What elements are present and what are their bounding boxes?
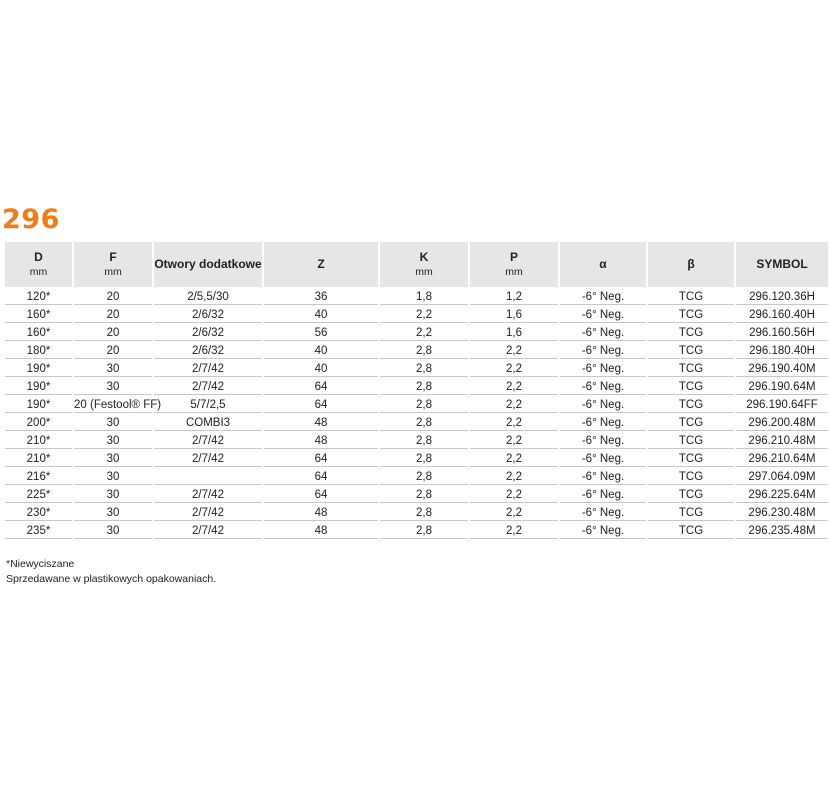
table-cell: TCG <box>648 487 734 503</box>
table-cell: 30 <box>74 523 152 539</box>
table-row <box>5 469 828 485</box>
table-row <box>5 487 828 503</box>
column-header <box>648 242 734 287</box>
table-cell: TCG <box>648 307 734 323</box>
table-cell: 30 <box>74 379 152 395</box>
table-cell: 30 <box>74 487 152 503</box>
table-row <box>5 451 828 467</box>
table-cell: 64 <box>264 379 378 395</box>
table-cell: 210* <box>5 433 72 449</box>
column-header <box>380 242 468 287</box>
table-cell: 2,2 <box>470 505 558 521</box>
table-cell: 1,6 <box>470 307 558 323</box>
table-cell: 2/6/32 <box>154 325 262 341</box>
table-cell: 296.210.48M <box>736 433 828 449</box>
table-cell: 296.190.64M <box>736 379 828 395</box>
table-cell: 30 <box>74 469 152 485</box>
table-cell: 64 <box>264 487 378 503</box>
table-cell: 48 <box>264 433 378 449</box>
column-header-label: β <box>687 257 695 271</box>
table-cell: 296.120.36H <box>736 289 828 305</box>
table-row <box>5 397 828 413</box>
table-cell: -6° Neg. <box>560 433 646 449</box>
table-cell: 48 <box>264 523 378 539</box>
table-cell: 2,2 <box>470 487 558 503</box>
table-cell: 2,8 <box>380 451 468 467</box>
table-cell: 20 (Festool® FF) <box>74 397 152 413</box>
table-cell: 40 <box>264 361 378 377</box>
column-header-unit: mm <box>505 265 523 278</box>
notes <box>6 557 216 587</box>
table-cell: TCG <box>648 451 734 467</box>
header-row <box>5 242 828 287</box>
table-cell: -6° Neg. <box>560 379 646 395</box>
column-header-label: F <box>109 249 117 264</box>
table-cell: 190* <box>5 361 72 377</box>
column-header <box>154 242 262 287</box>
table-cell: TCG <box>648 343 734 359</box>
table-cell: 2,2 <box>470 379 558 395</box>
table-cell: 2,8 <box>380 343 468 359</box>
table-cell: -6° Neg. <box>560 469 646 485</box>
table-row <box>5 379 828 395</box>
table-cell: 296.190.64FF <box>736 397 828 413</box>
table-cell: 2,8 <box>380 397 468 413</box>
table-cell <box>154 469 262 485</box>
column-header-label: K <box>419 249 429 264</box>
column-header <box>5 242 72 287</box>
table-cell: 64 <box>264 451 378 467</box>
table-cell: 190* <box>5 397 72 413</box>
table-cell: TCG <box>648 361 734 377</box>
packaging-note: Sprzedawane w plastikowych opakowaniach. <box>6 573 217 585</box>
table-cell: -6° Neg. <box>560 343 646 359</box>
table-cell: 64 <box>264 397 378 413</box>
table-cell: 1,2 <box>470 289 558 305</box>
table-cell: 1,6 <box>470 325 558 341</box>
table-row <box>5 433 828 449</box>
product-code-title: 296 <box>2 204 60 235</box>
table-row <box>5 289 828 305</box>
table-cell: 20 <box>74 307 152 323</box>
table-cell: 20 <box>74 325 152 341</box>
table-cell: -6° Neg. <box>560 307 646 323</box>
table-cell: 296.160.40H <box>736 307 828 323</box>
table-cell: TCG <box>648 289 734 305</box>
table-cell: 36 <box>264 289 378 305</box>
table-cell: 2,8 <box>380 433 468 449</box>
table-cell: 2,2 <box>470 523 558 539</box>
table-cell: 2/7/42 <box>154 451 262 467</box>
table-cell: 296.200.48M <box>736 415 828 431</box>
table-cell: -6° Neg. <box>560 505 646 521</box>
column-header-label: Otwory dodatkowe <box>154 257 262 271</box>
table-cell: 160* <box>5 325 72 341</box>
table-cell: 296.225.64M <box>736 487 828 503</box>
table-cell: 296.160.56H <box>736 325 828 341</box>
table-cell: COMBI3 <box>154 415 262 431</box>
column-header <box>736 242 828 287</box>
table-row <box>5 343 828 359</box>
table-cell: -6° Neg. <box>560 361 646 377</box>
table-cell: 180* <box>5 343 72 359</box>
table-cell: 210* <box>5 451 72 467</box>
table-cell: 30 <box>74 433 152 449</box>
table-cell: 2/6/32 <box>154 343 262 359</box>
table-cell: 20 <box>74 343 152 359</box>
table-cell: -6° Neg. <box>560 415 646 431</box>
table-cell: TCG <box>648 523 734 539</box>
table-cell: 2,2 <box>470 451 558 467</box>
table-cell: 2,8 <box>380 505 468 521</box>
table-row <box>5 325 828 341</box>
table-cell: 2,2 <box>470 433 558 449</box>
table-row <box>5 523 828 539</box>
table-cell: 230* <box>5 505 72 521</box>
table-cell: 2/7/42 <box>154 487 262 503</box>
table-cell: 2,8 <box>380 379 468 395</box>
table-cell: TCG <box>648 379 734 395</box>
table-cell: 296.235.48M <box>736 523 828 539</box>
column-header <box>470 242 558 287</box>
table-cell: 40 <box>264 343 378 359</box>
table-cell: 2/6/32 <box>154 307 262 323</box>
table-row <box>5 307 828 323</box>
table-cell: 296.190.40M <box>736 361 828 377</box>
column-header-unit: mm <box>415 265 433 278</box>
table-cell: 2,8 <box>380 487 468 503</box>
table-cell: 2/7/42 <box>154 361 262 377</box>
table-cell: TCG <box>648 469 734 485</box>
table-cell: -6° Neg. <box>560 523 646 539</box>
table-cell: -6° Neg. <box>560 397 646 413</box>
table-cell: 40 <box>264 307 378 323</box>
column-header-unit: mm <box>104 265 122 278</box>
table-cell: 30 <box>74 361 152 377</box>
column-header-label: Z <box>317 257 325 271</box>
table-cell: -6° Neg. <box>560 289 646 305</box>
table-cell: 2/7/42 <box>154 505 262 521</box>
table-cell: 2,2 <box>380 325 468 341</box>
table-cell: 2,2 <box>470 469 558 485</box>
table-cell: 2,2 <box>380 307 468 323</box>
table-cell: 2/5,5/30 <box>154 289 262 305</box>
column-header-unit: mm <box>29 265 48 278</box>
table-cell: 190* <box>5 379 72 395</box>
table-cell: 2,8 <box>380 415 468 431</box>
table-cell: 296.210.64M <box>736 451 828 467</box>
spec-table <box>3 240 830 541</box>
column-header <box>560 242 646 287</box>
table-cell: -6° Neg. <box>560 451 646 467</box>
table-cell: -6° Neg. <box>560 325 646 341</box>
table-cell: TCG <box>648 505 734 521</box>
table-cell: TCG <box>648 433 734 449</box>
table-cell: 30 <box>74 451 152 467</box>
table-cell: 200* <box>5 415 72 431</box>
table-cell: 235* <box>5 523 72 539</box>
table-cell: 2/7/42 <box>154 379 262 395</box>
table-cell: TCG <box>648 325 734 341</box>
table-cell: 216* <box>5 469 72 485</box>
table-cell: 5/7/2,5 <box>154 397 262 413</box>
table-cell: 2,2 <box>470 343 558 359</box>
table-cell: 30 <box>74 505 152 521</box>
table-cell: 48 <box>264 415 378 431</box>
table-cell: 2,2 <box>470 415 558 431</box>
table-cell: -6° Neg. <box>560 487 646 503</box>
column-header <box>264 242 378 287</box>
table-cell: 20 <box>74 289 152 305</box>
table-cell: 297.064.09M <box>736 469 828 485</box>
table-header <box>5 242 828 287</box>
table-cell: 296.230.48M <box>736 505 828 521</box>
table-cell: 225* <box>5 487 72 503</box>
table-cell: 48 <box>264 505 378 521</box>
table-cell: 56 <box>264 325 378 341</box>
table-cell: TCG <box>648 397 734 413</box>
footnote: *Niewyciszane <box>6 558 75 570</box>
table-cell: 64 <box>264 469 378 485</box>
table-cell: 2,8 <box>380 469 468 485</box>
table-cell: 1,8 <box>380 289 468 305</box>
table-body <box>5 289 828 539</box>
table-cell: 120* <box>5 289 72 305</box>
table-row <box>5 505 828 521</box>
table-cell: 2/7/42 <box>154 433 262 449</box>
table-cell: 2,2 <box>470 397 558 413</box>
column-header-label: α <box>599 257 607 271</box>
column-header <box>74 242 152 287</box>
column-header-label: D <box>34 249 43 264</box>
table-row <box>5 415 828 431</box>
table-cell: 160* <box>5 307 72 323</box>
table-cell: 296.180.40H <box>736 343 828 359</box>
table-cell: 2,2 <box>470 361 558 377</box>
table-cell: 2/7/42 <box>154 523 262 539</box>
table-cell: TCG <box>648 415 734 431</box>
table-cell: 2,8 <box>380 523 468 539</box>
table-row <box>5 361 828 377</box>
table-cell: 30 <box>74 415 152 431</box>
table-cell: 2,8 <box>380 361 468 377</box>
column-header-label: P <box>509 249 518 264</box>
column-header-label: SYMBOL <box>756 257 808 271</box>
